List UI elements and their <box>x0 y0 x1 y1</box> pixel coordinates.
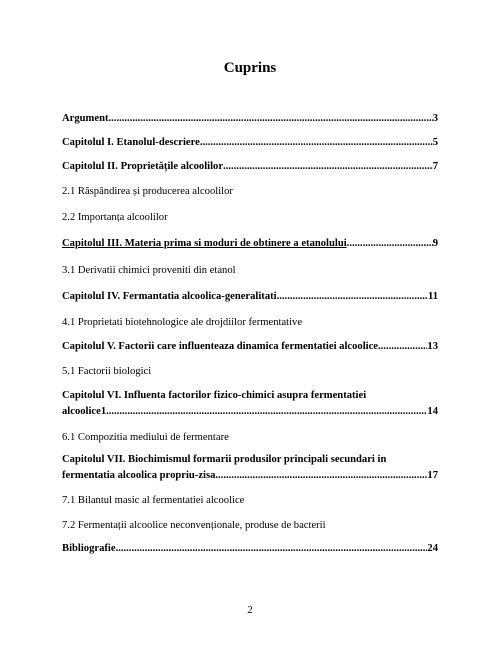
toc-subentry-6-1[interactable] <box>62 430 438 446</box>
toc-entry-title: Argument <box>62 113 109 124</box>
toc-leader-dots <box>116 541 428 557</box>
toc-entry-page: 17 <box>427 470 438 481</box>
toc-subentry-7-2[interactable] <box>62 518 438 534</box>
toc-leader-dots <box>378 339 427 355</box>
toc-entry-page: 14 <box>427 406 438 417</box>
toc-entry-argument[interactable] <box>62 111 438 127</box>
toc-entry-title: 7.1 Bilantul masic al fermentatiei alcoolice <box>62 495 245 506</box>
toc-leader-dots <box>347 236 433 252</box>
toc-entry-page: 24 <box>427 543 438 554</box>
toc-entry-title: 4.1 Proprietati biotehnologice ale drojdiilor fermentative <box>62 317 303 328</box>
toc-entry-title: 5.1 Factorii biologici <box>62 366 152 377</box>
toc-subentry-2-2[interactable] <box>62 210 438 226</box>
toc-subentry-7-1[interactable] <box>62 493 438 509</box>
toc-leader-dots <box>215 468 427 484</box>
toc-entry-chapter-3[interactable] <box>62 236 438 252</box>
toc-entry-page: 7 <box>432 161 438 172</box>
toc-entry-page: 3 <box>432 113 438 124</box>
toc-leader-dots <box>106 404 427 420</box>
toc-entry-page: 11 <box>427 291 438 302</box>
toc-subentry-4-1[interactable] <box>62 315 438 331</box>
toc-entry-title: Capitolul I. Etanolul-descriere <box>62 137 200 148</box>
toc-entry-title: 3.1 Derivatii chimici proveniti din etanol <box>62 265 236 276</box>
toc-entry-chapter-1[interactable] <box>62 135 438 151</box>
toc-entry-title: 6.1 Compozitia mediului de fermentare <box>62 432 229 443</box>
toc-leader-dots <box>277 289 428 305</box>
toc-entry-chapter-2[interactable] <box>62 159 438 175</box>
toc-entry-title: 2.1 Răspândirea și producerea alcoolilor <box>62 186 233 197</box>
toc-entry-title: Capitolul V. Factorii care influenteaza dinamica fermentatiei alcoolice <box>62 341 378 352</box>
toc-entry-chapter-4[interactable] <box>62 289 438 305</box>
toc-entry-bibliography[interactable] <box>62 541 438 557</box>
toc-entry-page: 5 <box>432 137 438 148</box>
toc-entry-title: Capitolul II. Proprietățile alcoolilor <box>62 161 224 172</box>
toc-entry-title: Bibliografie <box>62 543 116 554</box>
toc-leader-dots <box>109 111 433 127</box>
toc-entry-chapter-6[interactable] <box>62 388 438 420</box>
toc-entry-title: Capitolul III. Materia prima si moduri de obtinere a etanolului <box>62 238 347 249</box>
toc-leader-dots <box>223 159 433 175</box>
toc-entry-title: fermentatia alcoolica propriu-zisa <box>62 470 216 481</box>
toc-entry-page: 9 <box>432 238 438 249</box>
toc-entry-title: Capitolul IV. Fermantatia alcoolica-generalitati <box>62 291 277 302</box>
toc-subentry-2-1[interactable] <box>62 184 438 200</box>
page-title: Cuprins <box>223 60 277 76</box>
toc-entry-title-line1: Capitolul VII. Biochimismul formarii produsilor principali secundari in <box>62 454 387 465</box>
toc-entry-title-line1: Capitolul VI. Influenta factorilor fizico-chimici asupra fermentatiei <box>62 390 367 401</box>
toc-entry-title: 2.2 Importanța alcoolilor <box>62 212 168 223</box>
toc-entry-chapter-5[interactable] <box>62 339 438 355</box>
toc-subentry-5-1[interactable] <box>62 364 438 380</box>
toc-subentry-3-1[interactable] <box>62 263 438 279</box>
toc-entry-title: alcoolice1 <box>62 406 107 417</box>
toc-entry-page: 13 <box>427 341 438 352</box>
toc-entry-title: 7.2 Fermentații alcoolice neconvenționale, produse de bacterii <box>62 520 326 531</box>
toc-leader-dots <box>200 135 433 151</box>
toc-entry-chapter-7[interactable] <box>62 452 438 484</box>
page-number: 2 <box>247 604 253 616</box>
